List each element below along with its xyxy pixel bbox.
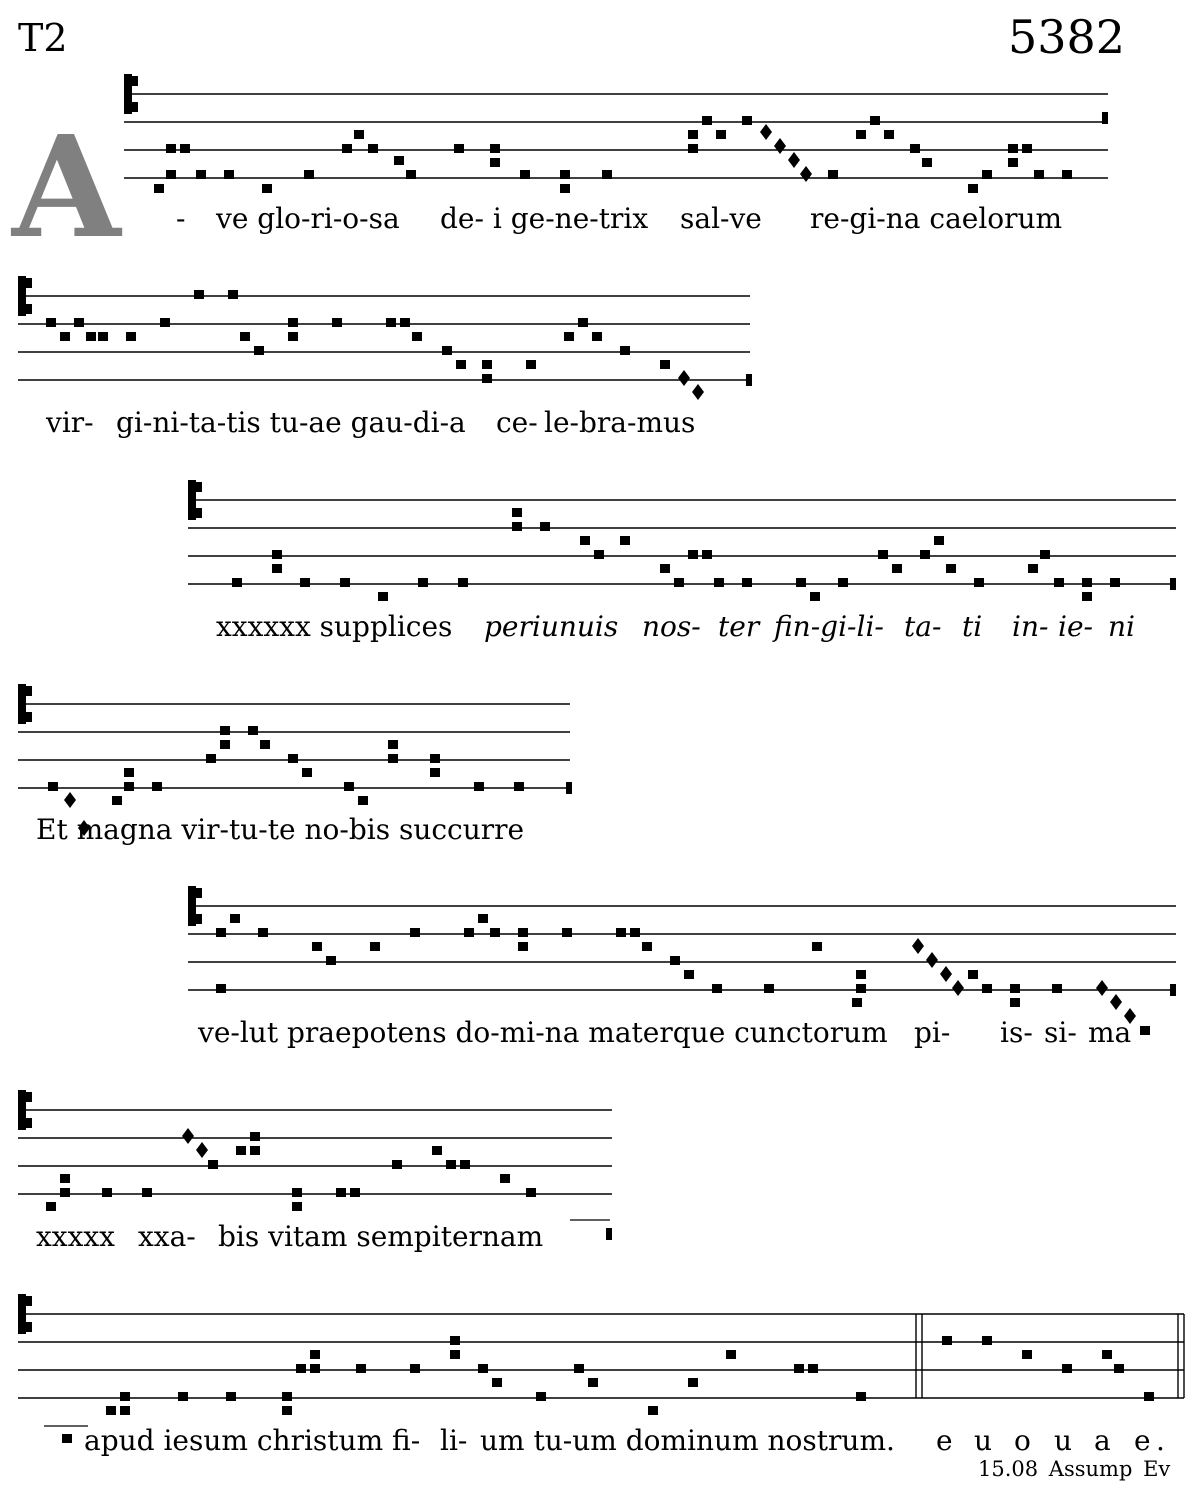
syllable: fin-gi-li- [774, 610, 884, 643]
syllable: pi- [914, 1016, 951, 1049]
lyrics-line-6 [0, 1220, 1200, 1256]
syllable: de- i ge-ne-trix [440, 202, 649, 235]
syllable: ce- [496, 406, 538, 439]
staff-3 [184, 470, 1184, 610]
footer-note: 15.08 Assump Ev [978, 1457, 1171, 1481]
syllable: ve-lut praepotens do-mi-na materque cunctorum [198, 1016, 888, 1049]
syllable: le-bra-mus [544, 406, 696, 439]
syllable: si- [1044, 1016, 1077, 1049]
euouae-vowel: o [1014, 1424, 1031, 1457]
staff-1 [120, 60, 1120, 200]
syllable: ie- [1058, 610, 1093, 643]
mode-label: T2 [18, 16, 68, 60]
initial-letter: A [12, 106, 121, 270]
syllable: ve glo-ri-o-sa [216, 202, 400, 235]
syllable: nos- [642, 610, 701, 643]
syllable: bis vitam sempiternam [218, 1220, 544, 1253]
staff-2 [14, 266, 774, 406]
lyrics-line-2 [0, 406, 1200, 442]
syllable: ma [1088, 1016, 1132, 1049]
staff-4 [14, 674, 594, 834]
neumes [46, 290, 752, 400]
syllable: li- [440, 1424, 468, 1457]
syllable: ni [1108, 610, 1135, 643]
syllable: ter [718, 610, 760, 643]
syllable: xxxxxx supplices [216, 610, 453, 643]
lyrics-line-1 [0, 202, 1200, 238]
euouae-vowel: e [1134, 1424, 1151, 1457]
syllable: periunuis [484, 610, 619, 643]
syllable: ta- [904, 610, 942, 643]
syllable: vir- [46, 406, 94, 439]
syllable: is- [1000, 1016, 1033, 1049]
syllable: um tu-um dominum nostrum. [480, 1424, 895, 1457]
syllable: re-gi-na caelorum [810, 202, 1063, 235]
syllable: gi-ni-ta-tis tu-ae gau-di-a [116, 406, 466, 439]
euouae-vowel: e [936, 1424, 953, 1457]
neumes [232, 508, 1176, 601]
euouae-vowel: a [1094, 1424, 1111, 1457]
euouae-vowel: . [1156, 1424, 1165, 1457]
neumes [154, 112, 1108, 193]
syllable: ti [962, 610, 983, 643]
syllable: xxxxx [36, 1220, 115, 1253]
chant-number: 5382 [1008, 10, 1126, 64]
euouae-syllables [0, 1424, 1200, 1460]
euouae-vowel: u [1054, 1424, 1073, 1457]
lyrics-line-5 [0, 1016, 1200, 1052]
syllable: sal-ve [680, 202, 762, 235]
syllable: in- [1012, 610, 1049, 643]
lyrics-line-4 [0, 813, 1200, 849]
lyrics-line-3 [0, 610, 1200, 646]
syllable: apud iesum christum fi- [84, 1424, 421, 1457]
syllable: - [176, 202, 186, 235]
syllable: xxa- [138, 1220, 196, 1253]
syllable: Et magna vir-tu-te no-bis succurre [36, 813, 525, 846]
euouae-vowel: u [974, 1424, 993, 1457]
